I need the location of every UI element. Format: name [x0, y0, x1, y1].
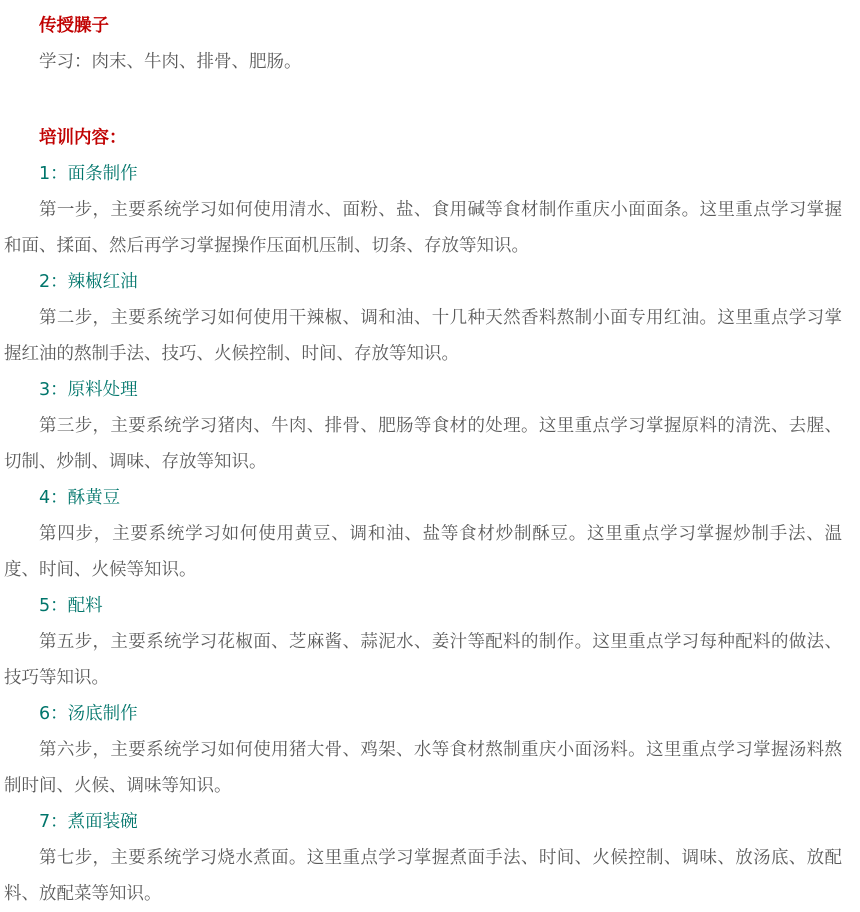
step-description: 第四步，主要系统学习如何使用黄豆、调和油、盐等食材炒制酥豆。这里重点学习掌握炒制手法、温度、时间、火候等知识。 [4, 524, 842, 580]
toppings-list: 学习：肉末、牛肉、排骨、肥肠。 [39, 52, 302, 72]
step-description: 第一步，主要系统学习如何使用清水、面粉、盐、食用碱等食材制作重庆小面面条。这里重点学习掌握和面、揉面、然后再学习掌握操作压面机压制、切条、存放等知识。 [4, 200, 842, 256]
step-title: 5：配料 [39, 596, 103, 616]
section-heading-toppings: 传授臊子 [39, 16, 109, 36]
step-description: 第六步，主要系统学习如何使用猪大骨、鸡架、水等食材熬制重庆小面汤料。这里重点学习掌握汤料熬制时间、火候、调味等知识。 [4, 740, 842, 796]
step-description: 第三步，主要系统学习猪肉、牛肉、排骨、肥肠等食材的处理。这里重点学习掌握原料的清洗、去腥、切制、炒制、调味、存放等知识。 [4, 416, 842, 472]
step-title: 4：酥黄豆 [39, 488, 121, 508]
step-title: 1：面条制作 [39, 164, 138, 184]
step-title: 6：汤底制作 [39, 704, 138, 724]
step-title: 3：原料处理 [39, 380, 138, 400]
step-title: 2：辣椒红油 [39, 272, 138, 292]
step-description: 第七步，主要系统学习烧水煮面。这里重点学习掌握煮面手法、时间、火候控制、调味、放汤底、放配料、放配菜等知识。 [4, 848, 842, 904]
step-description: 第五步，主要系统学习花椒面、芝麻酱、蒜泥水、姜汁等配料的制作。这里重点学习每种配料的做法、技巧等知识。 [4, 632, 842, 688]
section-heading-training: 培训内容： [39, 128, 127, 148]
step-description: 第二步，主要系统学习如何使用干辣椒、调和油、十几种天然香料熬制小面专用红油。这里重点学习掌握红油的熬制手法、技巧、火候控制、时间、存放等知识。 [4, 308, 842, 364]
step-title: 7：煮面装碗 [39, 812, 138, 832]
